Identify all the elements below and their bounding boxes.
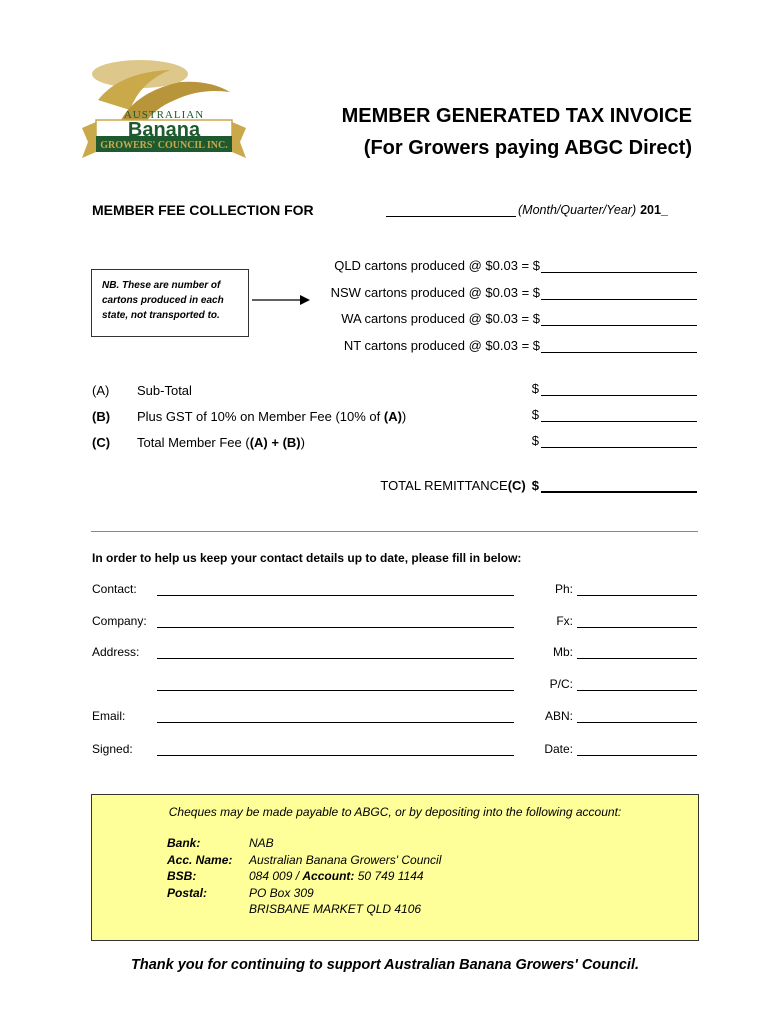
acc-name-value: Australian Banana Growers' Council [249,852,442,867]
remittance-blank[interactable] [541,479,697,493]
arrow-right-icon [252,292,312,308]
carton-row-qld [334,258,697,273]
collection-label: MEMBER FEE COLLECTION FOR [92,202,314,218]
amount-blank[interactable] [541,435,697,448]
label-a: Sub-Total [137,383,192,398]
date-input[interactable] [577,743,697,756]
ph-input[interactable] [577,583,697,596]
postal-line-1: PO Box 309 [249,885,314,900]
title-line-2: (For Growers paying ABGC Direct) [363,137,692,159]
logo-ribbon-left [82,122,96,158]
bank-intro: Cheques may be made payable to ABGC, or by depositing into the following account: [168,805,622,819]
pc-label: P/C: [549,677,573,691]
mb-field [553,645,697,659]
label-c: Total Member Fee ((A) + (B)) [137,435,305,450]
code-b: (B) [92,409,111,424]
postal-line-2: BRISBANE MARKET QLD 4106 [249,902,422,916]
contact-label: Contact: [92,582,137,596]
carton-label: NSW cartons produced @ $0.03 = $ [330,285,540,300]
company-input[interactable] [157,627,514,628]
email-input[interactable] [157,722,514,723]
ph-label: Ph: [554,582,573,596]
remittance-code: (C) [507,478,526,493]
carton-label: QLD cartons produced @ $0.03 = $ [334,258,540,273]
note-box: NB. These are number of cartons produced in each state, not transported to. [91,269,249,337]
bsb-value: 084 009 / Account: 50 749 1144 [249,869,424,883]
remittance-label: TOTAL REMITTANCE [380,478,508,493]
amount-a [532,381,697,396]
amount-b [532,407,697,422]
amount-c [532,433,697,448]
date-label: Date: [544,742,573,756]
logo-ribbon-right [232,122,246,158]
carton-row-wa [341,311,697,326]
logo-text-council: GROWERS' COUNCIL INC. [100,140,228,151]
thank-you-message: Thank you for continuing to support Australian Banana Growers' Council. [130,957,640,973]
abn-label: ABN: [544,709,573,723]
carton-blank[interactable] [541,260,697,273]
period-blank[interactable] [386,204,516,217]
code-c: (C) [92,435,111,450]
contact-input[interactable] [157,595,514,596]
remittance-dollar: $ [531,478,539,493]
email-label: Email: [92,709,126,723]
ph-field [555,582,697,596]
pc-field [550,677,697,691]
dollar-sign: $ [531,407,539,422]
logo-text-banana: Banana [127,119,201,141]
carton-label: NT cartons produced @ $0.03 = $ [343,338,540,353]
fx-input[interactable] [577,615,697,628]
signed-input[interactable] [157,755,514,756]
collection-period [386,203,668,217]
bank-value: NAB [249,836,274,850]
signed-label: Signed: [92,742,133,756]
address-label: Address: [92,645,140,659]
carton-blank[interactable] [541,287,697,300]
carton-row-nt [344,338,697,353]
postal-label: Postal: [167,885,208,900]
period-hint: (Month/Quarter/Year) [518,203,637,217]
section-divider [91,531,698,532]
address-input-2[interactable] [157,690,514,691]
date-field [544,742,697,756]
page-title [300,100,692,164]
amount-blank[interactable] [541,409,697,422]
logo-text-australian: AUSTRALIAN [123,109,205,121]
amount-blank[interactable] [541,383,697,396]
abn-field [545,709,697,723]
bank-details-box [91,794,699,941]
abgc-logo [80,52,248,162]
fx-field [556,614,697,628]
carton-row-nsw [331,285,697,300]
mb-label: Mb: [552,645,573,659]
bank-label: Bank: [167,836,201,850]
title-line-1: MEMBER GENERATED TAX INVOICE [341,105,692,127]
carton-blank[interactable] [541,313,697,326]
total-remittance [380,478,697,493]
acc-name-label: Acc. Name: [167,852,233,867]
carton-label: WA cartons produced @ $0.03 = $ [341,311,540,326]
carton-blank[interactable] [541,340,697,353]
label-b: Plus GST of 10% on Member Fee (10% of (A)) [137,409,407,424]
mb-input[interactable] [577,646,697,659]
code-a: (A) [92,383,110,398]
address-input-1[interactable] [157,658,514,659]
year-prefix: 201_ [640,203,668,217]
bsb-label: BSB: [167,869,197,883]
contact-intro: In order to help us keep your contact details up to date, please fill in below: [92,551,522,565]
pc-input[interactable] [577,678,697,691]
abn-input[interactable] [577,710,697,723]
fx-label: Fx: [556,614,573,628]
dollar-sign: $ [531,381,539,396]
dollar-sign: $ [531,433,539,448]
company-label: Company: [92,614,147,628]
